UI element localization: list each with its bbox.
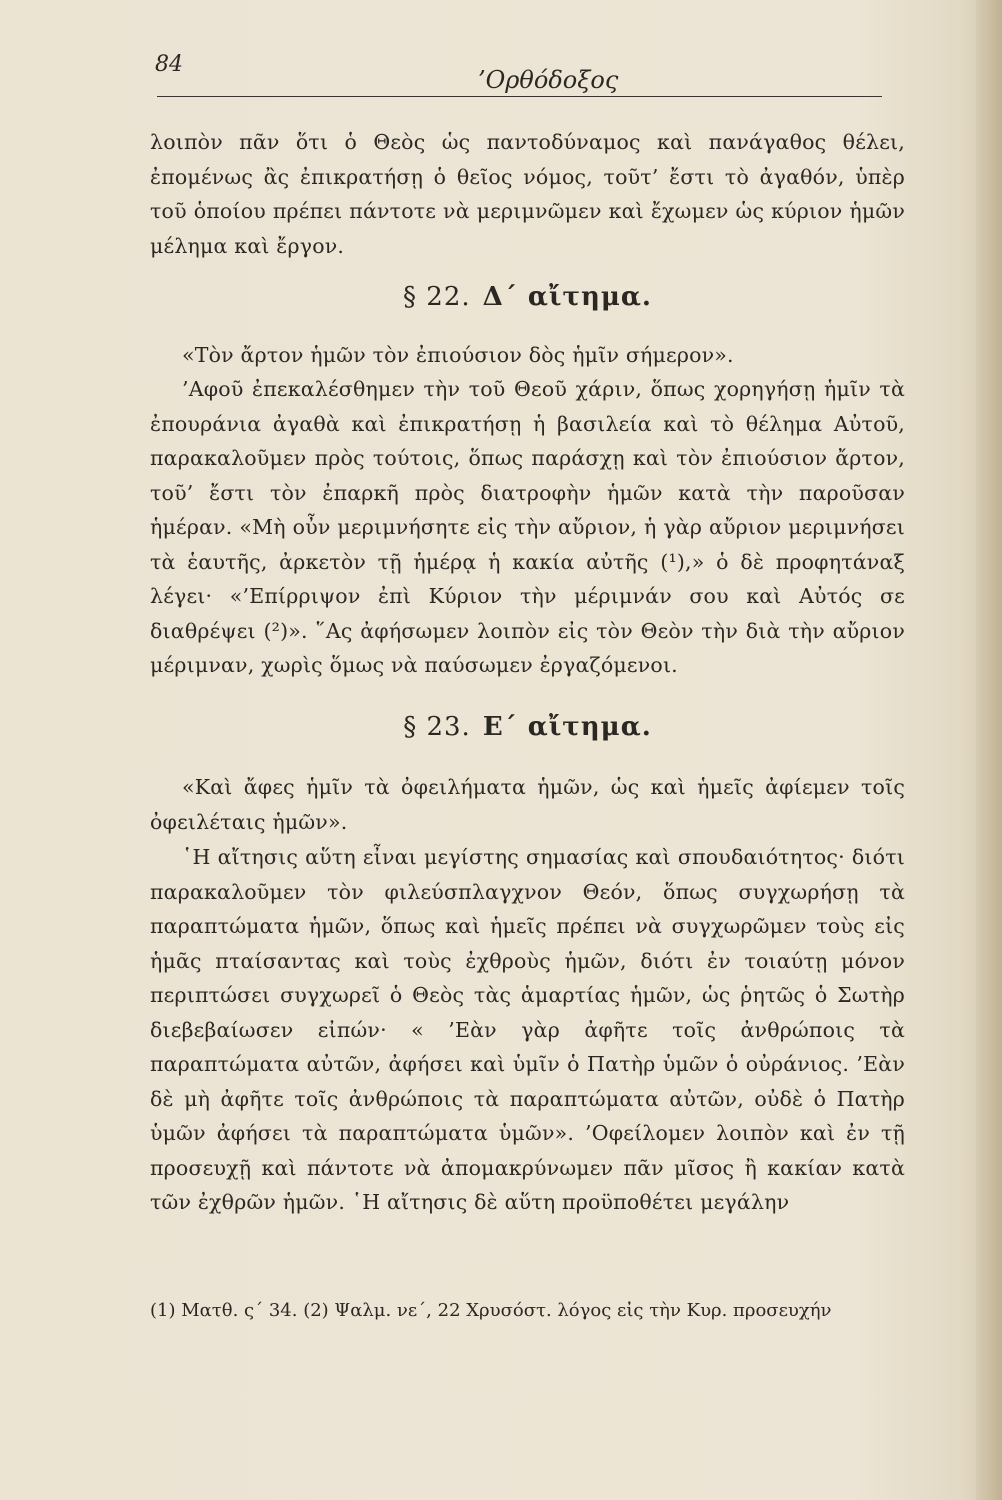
section-22-title: Δ΄ αἴτημα. xyxy=(482,282,652,312)
section-23-number: § 23. xyxy=(403,712,471,742)
section-22-heading xyxy=(150,282,905,312)
page-gutter xyxy=(976,0,1002,1500)
running-title: ’Ορθόδοξος xyxy=(478,66,619,94)
section-22-body: ’Αφοῦ ἐπεκαλέσθημεν τὴν τοῦ Θεοῦ χάριν, ὅπως χορηγήσῃ ἡμῖν τὰ ἐπουράνια ἀγαθὰ καὶ ἐπικρατήσῃ ἡ βασιλεία καὶ τὸ θέλημα Αὐτοῦ, παρακαλοῦμεν πρὸς τούτοις, ὅπως παράσχῃ καὶ τὸν ἐπιούσιον ἄρτον, τοῦ’ ἔστι τὸν ἐπαρκῆ πρὸς διατροφὴν ἡμῶν κατὰ τὴν παροῦσαν ἡμέραν. «Μὴ οὖν μεριμνήσητε εἰς τὴν αὔριον, ἡ γὰρ αὔριον μεριμνήσει τὰ ἑαυτῆς, ἀρκετὸν τῇ ἡμέρᾳ ἡ κακία αὐτῆς (¹),» ὁ δὲ προφητάναξ λέγει· «’Επίρριψον ἐπὶ Κύριον τὴν μέριμνάν σου καὶ Αὐτός σε διαθρέψει (²)». ῞Ας ἀφήσωμεν λοιπὸν εἰς τὸν Θεὸν τὴν διὰ τὴν αὔριον μέριμναν, χωρὶς ὅμως νὰ παύσωμεν ἐργαζόμενοι. xyxy=(150,377,905,677)
paragraph-continuation: λοιπὸν πᾶν ὅτι ὁ Θεὸς ὡς παντοδύναμος καὶ πανάγαθος θέλει, ἐπομένως ἂς ἐπικρατήσῃ ὁ θεῖος νόμος, τοῦτ’ ἔστι τὸ ἀγαθόν, ὑπὲρ τοῦ ὁποίου πρέπει πάντοτε νὰ μεριμνῶμεν καὶ ἔχωμεν ὡς κύριον ἡμῶν μέλημα καὶ ἔργον. xyxy=(150,130,905,258)
page-number: 84 xyxy=(155,52,183,77)
section-22-quote: «Τὸν ἄρτον ἡμῶν τὸν ἐπιούσιον δὸς ἡμῖν σήμερον». xyxy=(182,343,734,367)
section-23-body: ῾Η αἴτησις αὕτη εἶναι μεγίστης σημασίας καὶ σπουδαιότητος· διότι παρακαλοῦμεν τὸν φιλεύσπλαγχνον Θεόν, ὅπως συγχωρήσῃ τὰ παραπτώματα ἡμῶν, ὅπως καὶ ἡμεῖς πρέπει νὰ συγχωρῶμεν τοὺς εἰς ἡμᾶς πταίσαντας καὶ τοὺς ἐχθροὺς ἡμῶν, διότι ἐν τοιαύτῃ μόνον περιπτώσει συγχωρεῖ ὁ Θεὸς τὰς ἁμαρτίας ἡμῶν, ὡς ῥητῶς ὁ Σωτὴρ διεβεβαίωσεν εἰπών· « ’Εὰν γὰρ ἀφῆτε τοῖς ἀνθρώποις τὰ παραπτώματα αὐτῶν, ἀφήσει καὶ ὑμῖν ὁ Πατὴρ ὑμῶν ὁ οὐράνιος. ’Εὰν δὲ μὴ ἀφῆτε τοῖς ἀνθρώποις τὰ παραπτώματα αὐτῶν, οὐδὲ ὁ Πατὴρ ὑμῶν ἀφήσει τὰ παραπτώματα ὑμῶν». ’Οφείλομεν λοιπὸν καὶ ἐν τῇ προσευχῇ καὶ πάντοτε νὰ ἀπομακρύνωμεν πᾶν μῖσος ἢ κακίαν κατὰ τῶν ἐχθρῶν ἡμῶν. ῾Η αἴτησις δὲ αὕτη προϋποθέτει μεγάλην xyxy=(150,845,905,1214)
section-23-title: Ε΄ αἴτημα. xyxy=(482,712,652,742)
header-rule xyxy=(157,96,882,97)
section-22-number: § 22. xyxy=(403,282,471,312)
section-23-heading xyxy=(150,712,905,742)
footnote: (1) Ματθ. ς΄ 34. (2) Ψαλμ. νε΄, 22 Χρυσόστ. λόγος εἰς τὴν Κυρ. προσευχήν xyxy=(150,1300,832,1321)
section-23-quote: «Καὶ ἄφες ἡμῖν τὰ ὀφειλήματα ἡμῶν, ὡς καὶ ἡμεῖς ἀφίεμεν τοῖς ὀφειλέταις ἡμῶν». xyxy=(150,775,905,834)
